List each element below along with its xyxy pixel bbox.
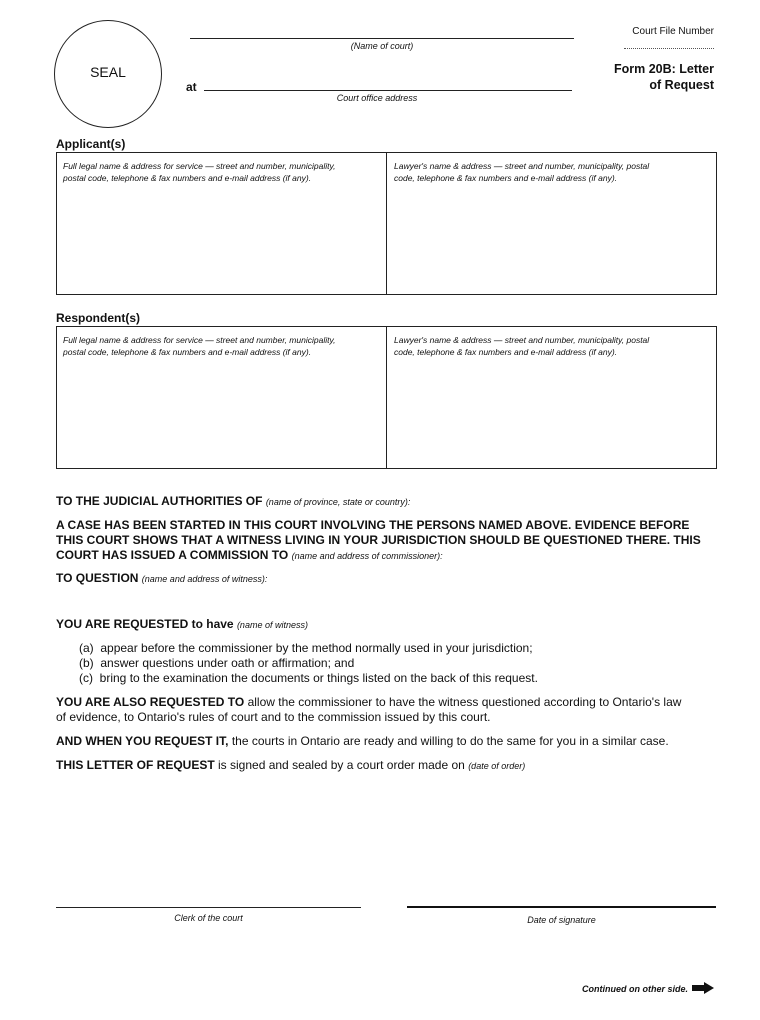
applicants-divider bbox=[386, 152, 387, 295]
item-marker: (b) bbox=[79, 656, 94, 670]
witness-hint: (name and address of witness): bbox=[141, 574, 268, 584]
witness-name-hint: (name of witness) bbox=[236, 620, 308, 630]
item-text: appear before the commissioner by the method normally used in your jurisdiction; bbox=[100, 641, 533, 655]
case-line2: THIS COURT SHOWS THAT A WITNESS LIVING IN YOUR JURISDICTION SHOULD BE QUESTIONED THERE. THIS bbox=[56, 533, 701, 547]
court-file-number-label: Court File Number bbox=[632, 26, 714, 37]
court-file-number-field[interactable] bbox=[624, 48, 714, 49]
requested-label: YOU ARE REQUESTED to have bbox=[56, 617, 234, 631]
request-item-a bbox=[79, 641, 533, 655]
respondents-divider bbox=[386, 326, 387, 469]
date-caption: Date of signature bbox=[527, 915, 596, 925]
request-item-c bbox=[79, 671, 538, 685]
respondent-details-field[interactable] bbox=[63, 334, 381, 358]
court-office-caption: Court office address bbox=[336, 93, 418, 103]
respondent-lawyer-hint-line1: Lawyer's name & address — street and number, municipality, postal bbox=[394, 335, 650, 345]
case-line3: COURT HAS ISSUED A COMMISSION TO bbox=[56, 548, 289, 562]
also-requested-label: YOU ARE ALSO REQUESTED TO bbox=[56, 695, 245, 709]
when-you-request-line bbox=[56, 734, 669, 749]
applicant-lawyer-hint-line1: Lawyer's name & address — street and number, municipality, postal bbox=[394, 161, 650, 171]
when-you-request-text: the courts in Ontario are ready and willing to do the same for you in a similar case. bbox=[231, 734, 669, 748]
seal-circle bbox=[54, 20, 162, 128]
at-label: at bbox=[186, 80, 197, 94]
judicial-authorities-label: TO THE JUDICIAL AUTHORITIES OF bbox=[56, 494, 263, 508]
name-of-court-caption: (Name of court) bbox=[350, 41, 414, 51]
respondent-lawyer-field[interactable] bbox=[394, 334, 712, 358]
respondent-hint-line1: Full legal name & address for service — street and number, municipality, bbox=[63, 335, 336, 345]
item-text: bring to the examination the documents or things listed on the back of this request. bbox=[99, 671, 538, 685]
item-text: answer questions under oath or affirmation; and bbox=[100, 656, 355, 670]
applicant-lawyer-hint-line2: code, telephone & fax numbers and e-mail address (if any). bbox=[394, 173, 618, 183]
seal-label: SEAL bbox=[90, 64, 126, 80]
applicant-hint-line2: postal code, telephone & fax numbers and e-mail address (if any). bbox=[63, 173, 312, 183]
respondent-hint-line2: postal code, telephone & fax numbers and e-mail address (if any). bbox=[63, 347, 312, 357]
to-question-label: TO QUESTION bbox=[56, 571, 139, 585]
respondent-lawyer-hint-line2: code, telephone & fax numbers and e-mail address (if any). bbox=[394, 347, 618, 357]
form-title-line1: Form 20B: Letter bbox=[613, 62, 714, 76]
request-item-b bbox=[79, 656, 354, 670]
clerk-caption: Clerk of the court bbox=[174, 913, 243, 923]
commissioner-hint: (name and address of commissioner): bbox=[291, 551, 443, 561]
letter-of-request-line bbox=[56, 758, 525, 774]
applicant-hint-line1: Full legal name & address for service — street and number, municipality, bbox=[63, 161, 336, 171]
also-requested-paragraph bbox=[56, 695, 726, 725]
also-requested-text2: of evidence, to Ontario's rules of court and to the commission issued by this court. bbox=[56, 710, 491, 724]
judicial-authorities-hint: (name of province, state or country): bbox=[265, 497, 411, 507]
when-you-request-label: AND WHEN YOU REQUEST IT, bbox=[56, 734, 229, 748]
to-question-line bbox=[56, 571, 267, 587]
arrow-right-icon bbox=[692, 982, 714, 994]
case-started-paragraph bbox=[56, 518, 736, 564]
form-title bbox=[614, 61, 714, 93]
also-requested-text1: allow the commissioner to have the witness questioned according to Ontario's law bbox=[247, 695, 682, 709]
item-marker: (a) bbox=[79, 641, 94, 655]
requested-line bbox=[56, 617, 308, 633]
applicants-heading: Applicant(s) bbox=[56, 137, 126, 151]
clerk-signature-line[interactable] bbox=[56, 907, 361, 908]
form-title-line2: of Request bbox=[649, 78, 714, 92]
applicant-details-field[interactable] bbox=[63, 160, 381, 184]
name-of-court-line[interactable] bbox=[190, 38, 574, 39]
item-marker: (c) bbox=[79, 671, 93, 685]
respondents-heading: Respondent(s) bbox=[56, 311, 140, 325]
letter-of-request-text: is signed and sealed by a court order made on bbox=[218, 758, 465, 772]
judicial-authorities-line bbox=[56, 494, 410, 510]
date-signature-line[interactable] bbox=[407, 906, 716, 908]
continued-note: Continued on other side. bbox=[582, 984, 688, 994]
applicant-lawyer-field[interactable] bbox=[394, 160, 712, 184]
date-of-order-hint: (date of order) bbox=[468, 761, 526, 771]
court-office-address-line[interactable] bbox=[204, 90, 572, 91]
letter-of-request-label: THIS LETTER OF REQUEST bbox=[56, 758, 215, 772]
case-line1: A CASE HAS BEEN STARTED IN THIS COURT INVOLVING THE PERSONS NAMED ABOVE. EVIDENCE BEFORE bbox=[56, 518, 690, 532]
